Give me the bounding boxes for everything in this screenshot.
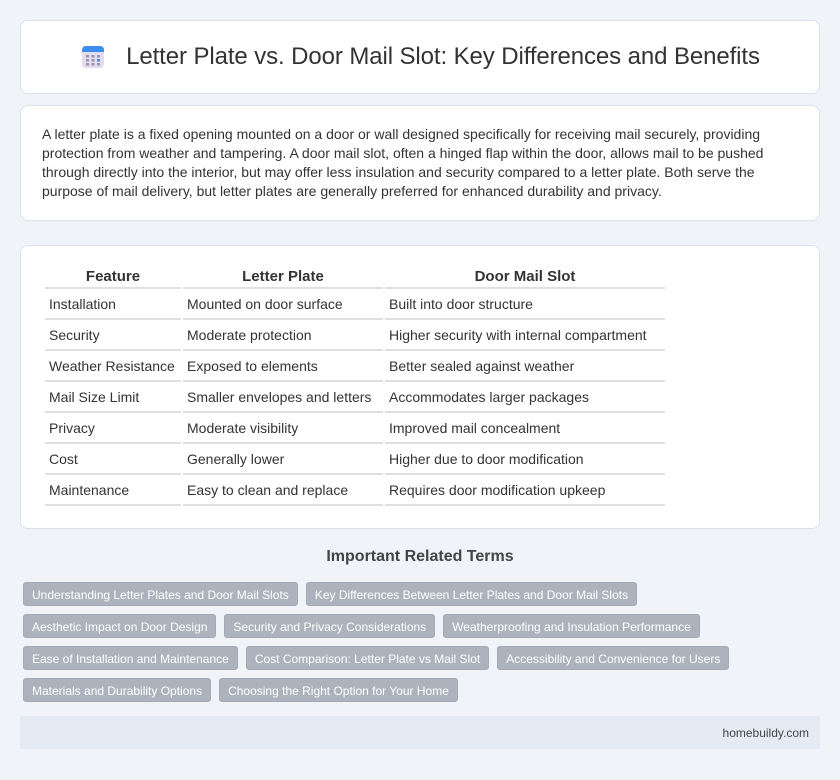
cell-letter-plate: Exposed to elements: [183, 351, 383, 382]
cell-feature: Installation: [45, 289, 181, 320]
related-term-tag[interactable]: Cost Comparison: Letter Plate vs Mail Slot: [246, 646, 489, 670]
cell-letter-plate: Smaller envelopes and letters: [183, 382, 383, 413]
cell-door-mail-slot: Higher security with internal compartment: [385, 320, 665, 351]
comparison-table: [43, 268, 667, 506]
cell-letter-plate: Mounted on door surface: [183, 289, 383, 320]
table-row: [45, 382, 665, 413]
header-card: [20, 20, 820, 94]
column-header-feature: Feature: [45, 268, 181, 289]
table-header-row: [45, 268, 665, 289]
cell-letter-plate: Generally lower: [183, 444, 383, 475]
related-terms-heading: Important Related Terms: [326, 548, 514, 565]
footer-site-name: homebuildy.com: [722, 725, 809, 740]
related-term-tag[interactable]: Accessibility and Convenience for Users: [497, 646, 729, 670]
related-term-tag[interactable]: Key Differences Between Letter Plates and Door Mail Slots: [306, 582, 637, 606]
table-row: [45, 444, 665, 475]
table-row: [45, 320, 665, 351]
cell-feature: Weather Resistance: [45, 351, 181, 382]
related-term-tag[interactable]: Choosing the Right Option for Your Home: [219, 678, 458, 702]
cell-door-mail-slot: Built into door structure: [385, 289, 665, 320]
cell-door-mail-slot: Requires door modification upkeep: [385, 475, 665, 506]
related-term-tag[interactable]: Understanding Letter Plates and Door Mail Slots: [23, 582, 298, 606]
cell-feature: Mail Size Limit: [45, 382, 181, 413]
cell-feature: Maintenance: [45, 475, 181, 506]
intro-paragraph: A letter plate is a fixed opening mounted on a door or wall designed specifically for receiving mail securely, providing protection from weather and tampering. A door mail slot, often a hinged flap within the door, allows mail to be pushed through directly into the interior, but may offer less insulation and security compared to a letter plate. Both serve the purpose of mail delivery, but letter plates are generally preferred for enhanced durability and privacy.: [42, 126, 764, 199]
cell-door-mail-slot: Better sealed against weather: [385, 351, 665, 382]
table-row: [45, 475, 665, 506]
cell-door-mail-slot: Higher due to door modification: [385, 444, 665, 475]
intro-card: [20, 105, 820, 221]
related-term-tag[interactable]: Ease of Installation and Maintenance: [23, 646, 238, 670]
related-term-tag[interactable]: Security and Privacy Considerations: [224, 614, 435, 638]
related-term-tag[interactable]: Weatherproofing and Insulation Performance: [443, 614, 700, 638]
table-row: [45, 413, 665, 444]
footer: [20, 716, 820, 749]
related-term-tag[interactable]: Materials and Durability Options: [23, 678, 211, 702]
cell-letter-plate: Moderate visibility: [183, 413, 383, 444]
related-terms-list: [23, 582, 823, 702]
table-row: [45, 351, 665, 382]
header: [80, 43, 760, 71]
related-term-tag[interactable]: Aesthetic Impact on Door Design: [23, 614, 216, 638]
column-header-door-mail-slot: Door Mail Slot: [385, 268, 665, 289]
cell-feature: Security: [45, 320, 181, 351]
page-title: Letter Plate vs. Door Mail Slot: Key Differences and Benefits: [126, 43, 760, 70]
cell-feature: Privacy: [45, 413, 181, 444]
comparison-table-card: [20, 245, 820, 529]
table-row: [45, 289, 665, 320]
cell-letter-plate: Moderate protection: [183, 320, 383, 351]
cell-door-mail-slot: Accommodates larger packages: [385, 382, 665, 413]
cell-door-mail-slot: Improved mail concealment: [385, 413, 665, 444]
column-header-letter-plate: Letter Plate: [183, 268, 383, 289]
calendar-icon: [80, 44, 106, 70]
cell-letter-plate: Easy to clean and replace: [183, 475, 383, 506]
cell-feature: Cost: [45, 444, 181, 475]
